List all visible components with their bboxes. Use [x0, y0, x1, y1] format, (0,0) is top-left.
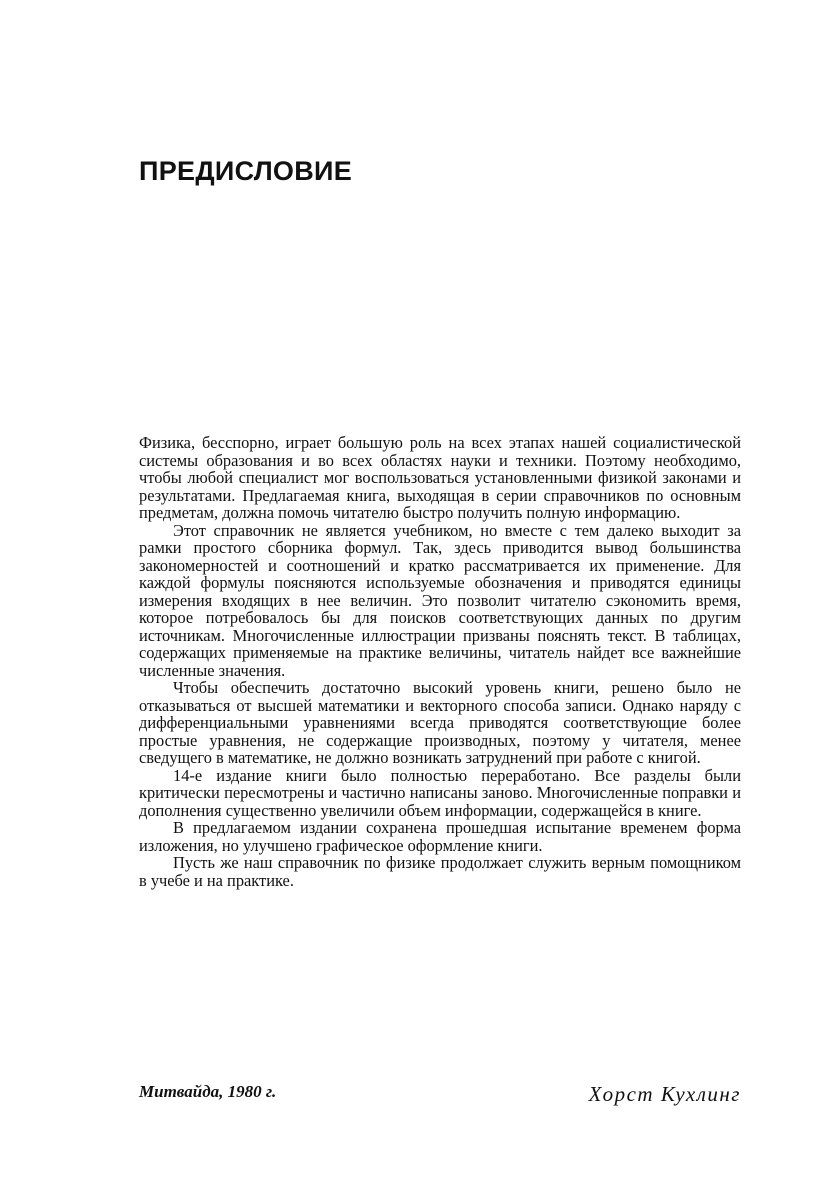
paragraph: Пусть же наш справочник по физике продолжает служить верным помощником в учебе и на практике. [139, 853, 741, 890]
place-date: Митвайда, 1980 г. [139, 1082, 277, 1101]
paragraph: 14-е издание книги было полностью переработано. Все разделы были критически пересмотрены и частично написаны заново. Многочисленные поправки и дополнения существенно увеличили объем информации, содержащейся в книге. [139, 765, 741, 820]
signoff [139, 1082, 741, 1108]
paragraph: Этот справочник не является учебником, но вместе с тем далеко выходит за рамки простого сборника формул. Так, здесь приводится вывод большинства закономерностей и соотношений и кратко рассматривается их применение. Для каждой формулы поясняются используемые обозначения и приводятся единицы измерения входящих в нее величин. Это позволит читателю сэкономить время, которое потребовалось бы для поисков соответствующих данных по другим источникам. Многочисленные иллюстрации призваны пояснять текст. В таблицах, содержащих применяемые на практике величины, читатель найдет все важнейшие численные значения. [139, 520, 741, 680]
page-title: ПРЕДИСЛОВИЕ [139, 156, 353, 186]
paragraph: Чтобы обеспечить достаточно высокий уровень книги, решено было не отказываться от высшей математики и векторного способа записи. Однако наряду с дифференциальными уравнениями всегда приводятся соответствующие более простые уравнения, не содержащие производных, поэтому у читателя, менее сведущего в математике, не должно возникать затруднений при работе с книгой. [139, 678, 741, 767]
paragraph: Физика, бесспорно, играет большую роль на всех этапах нашей социалистической системы образования и во всех областях науки и техники. Поэтому необходимо, чтобы любой специалист мог воспользоваться установленными физикой законами и результатами. Предлагаемая книга, выходящая в серии справочников по основным предметам, должна помочь читателю быстро получить полную информацию. [139, 433, 741, 522]
author-name: Хорст Кухлинг [588, 1082, 741, 1106]
paragraph: В предлагаемом издании сохранена прошедшая испытание временем форма изложения, но улучшено графическое оформление книги. [139, 818, 741, 855]
preface-body [139, 434, 741, 889]
